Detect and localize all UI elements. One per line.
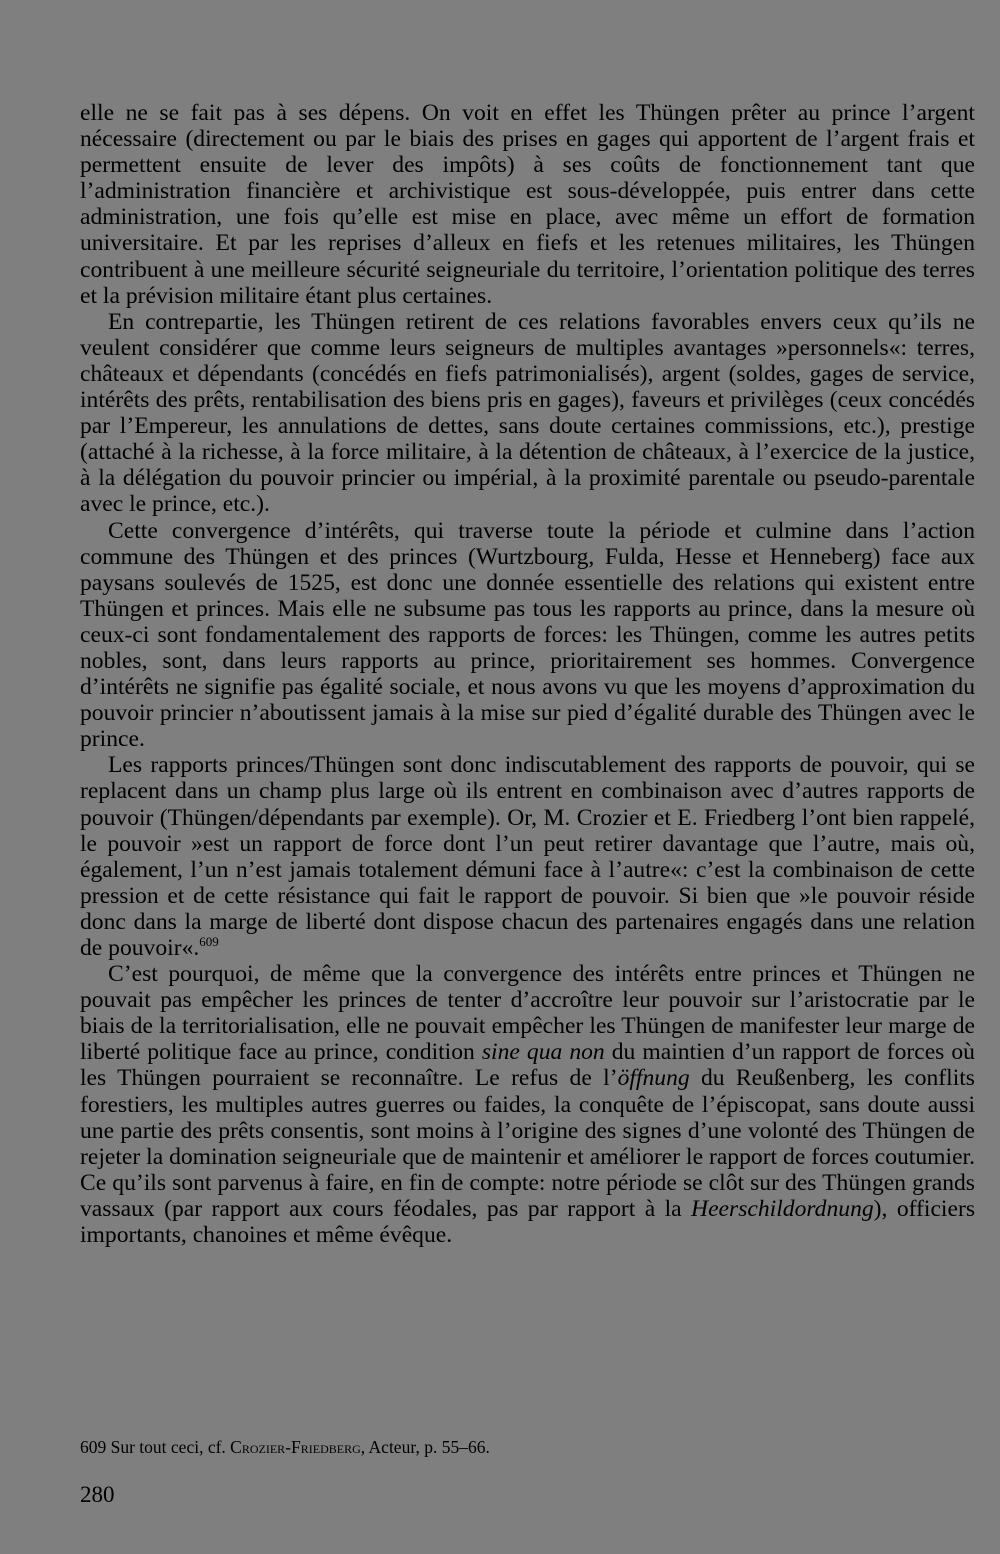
paragraph-2 — [80, 309, 975, 518]
paragraph-4-text: Les rapports princes/Thüngen sont donc indiscutablement des rapports de pouvoir, qui se replacent dans un champ plus large où ils entrent en combinaison avec d’autres rapports de pouvoir (Thüngen/dépendants par exemple). Or, M. Crozier et E. Friedberg l’ont bien rappelé, le pouvoir »est un rapport de force dont l’un peut retirer davantage que l’autre, mais où, également, l’un n’est jamais totalement démuni face à l’autre«: c’est la combinaison de cette pression et de cette résistance qui fait le rapport de pouvoir. Si bien que »le pouvoir réside donc dans la marge de liberté dont dispose chacun des partenaires engagés dans une relation de pouvoir«. — [80, 752, 975, 961]
page-body — [80, 100, 975, 1248]
footnote-suffix: , Acteur, p. 55–66. — [360, 1437, 490, 1457]
footnote-reference: 609 — [199, 934, 219, 949]
paragraph-5 — [80, 961, 975, 1248]
paragraph-5-text-1: C’est pourquoi, de même que la convergence des intérêts entre princes et Thüngen ne pouvait pas empêcher les princes de tenter d’accroître leur pouvoir sur l’aristocratie par le biais de la territorialisation, elle ne pouvait empêcher les Thüngen de manifester leur marge de liberté politique face au prince, condition — [80, 961, 975, 1066]
latin-phrase: sine qua non — [481, 1039, 605, 1066]
paragraph-3 — [80, 518, 975, 753]
german-term-heerschildordnung: Heerschildordnung — [691, 1195, 874, 1222]
paragraph-5-text-2: du maintien d’un rapport de forces où les Thüngen pourraient se reconnaître. Le refus de l’ — [80, 1039, 975, 1092]
paragraph-1 — [80, 100, 975, 309]
page-number: 280 — [80, 1482, 115, 1507]
footnote — [80, 1436, 490, 1458]
paragraph-5-text-4: ), officiers importants, chanoines et même évêque. — [80, 1195, 975, 1249]
paragraph-5-text-3: du Reußenberg, les conflits forestiers, les multiples autres guerres ou faides, la conquête de l’épiscopat, sans doute aussi une partie des prêts consentis, sont moins à l’origine des signes d’une volonté des Thüngen de rejeter la domination seigneuriale que de maintenir et améliorer le rapport de forces coutumier. Ce qu’ils sont parvenus à faire, en fin de compte: notre période se clôt sur des Thüngen grands vassaux (par rapport aux cours féodales, pas par rapport à la — [80, 1065, 975, 1222]
paragraph-2-text: En contrepartie, les Thüngen retirent de ces relations favorables envers ceux qu’ils ne veulent considérer que comme leurs seigneurs de multiples avantages »personnels«: terres, châteaux et dépendants (concédés en fiefs patrimonialisés), argent (soldes, gages de service, intérêts des prêts, rentabilisation des biens pris en gages), faveurs et privilèges (ceux concédés par l’Empereur, les annulations de dettes, sans doute certaines commissions, etc.), prestige (attaché à la richesse, à la force militaire, à la détention de châteaux, à l’exercice de la justice, à la délégation du pouvoir princier ou impérial, à la proximité parentale ou pseudo-parentale avec le prince, etc.). — [80, 308, 975, 518]
paragraph-4 — [80, 752, 975, 961]
footnote-number: 609 — [80, 1437, 107, 1457]
footnote-prefix: Sur tout ceci, cf. — [110, 1437, 226, 1457]
paragraph-3-text: Cette convergence d’intérêts, qui traverse toute la période et culmine dans l’action commune des Thüngen et des princes (Wurtzbourg, Fulda, Hesse et Henneberg) face aux paysans soulevés de 1525, est donc une donnée essentielle des relations qui existent entre Thüngen et princes. Mais elle ne subsume pas tous les rapports au prince, dans la mesure où ceux-ci sont fondamentalement des rapports de forces: les Thüngen, comme les autres petits nobles, sont, dans leurs rapports au prince, prioritairement ses hommes. Convergence d’intérêts ne signifie pas égalité sociale, et nous avons vu que les moyens d’approximation du pouvoir princier n’aboutissent jamais à la mise sur pied d’égalité durable des Thüngen avec le prince. — [80, 517, 975, 753]
german-term-offnung: öffnung — [617, 1065, 690, 1092]
footnote-author: Crozier-Friedberg — [230, 1437, 361, 1457]
paragraph-1-text: elle ne se fait pas à ses dépens. On voit en effet les Thüngen prêter au prince l’argent nécessaire (directement ou par le biais des prises en gages qui apportent de l’argent frais et permettent ensuite de lever des impôts) à ses coûts de fonctionnement tant que l’administration financière et archivistique est sous-développée, puis entrer dans cette administration, une fois qu’elle est mise en place, avec même un effort de formation universitaire. Et par les reprises d’alleux en fiefs et les retenues militaires, les Thüngen contribuent à une meilleure sécurité seigneuriale du territoire, l’orientation politique des terres et la prévision militaire étant plus certaines. — [80, 100, 975, 309]
